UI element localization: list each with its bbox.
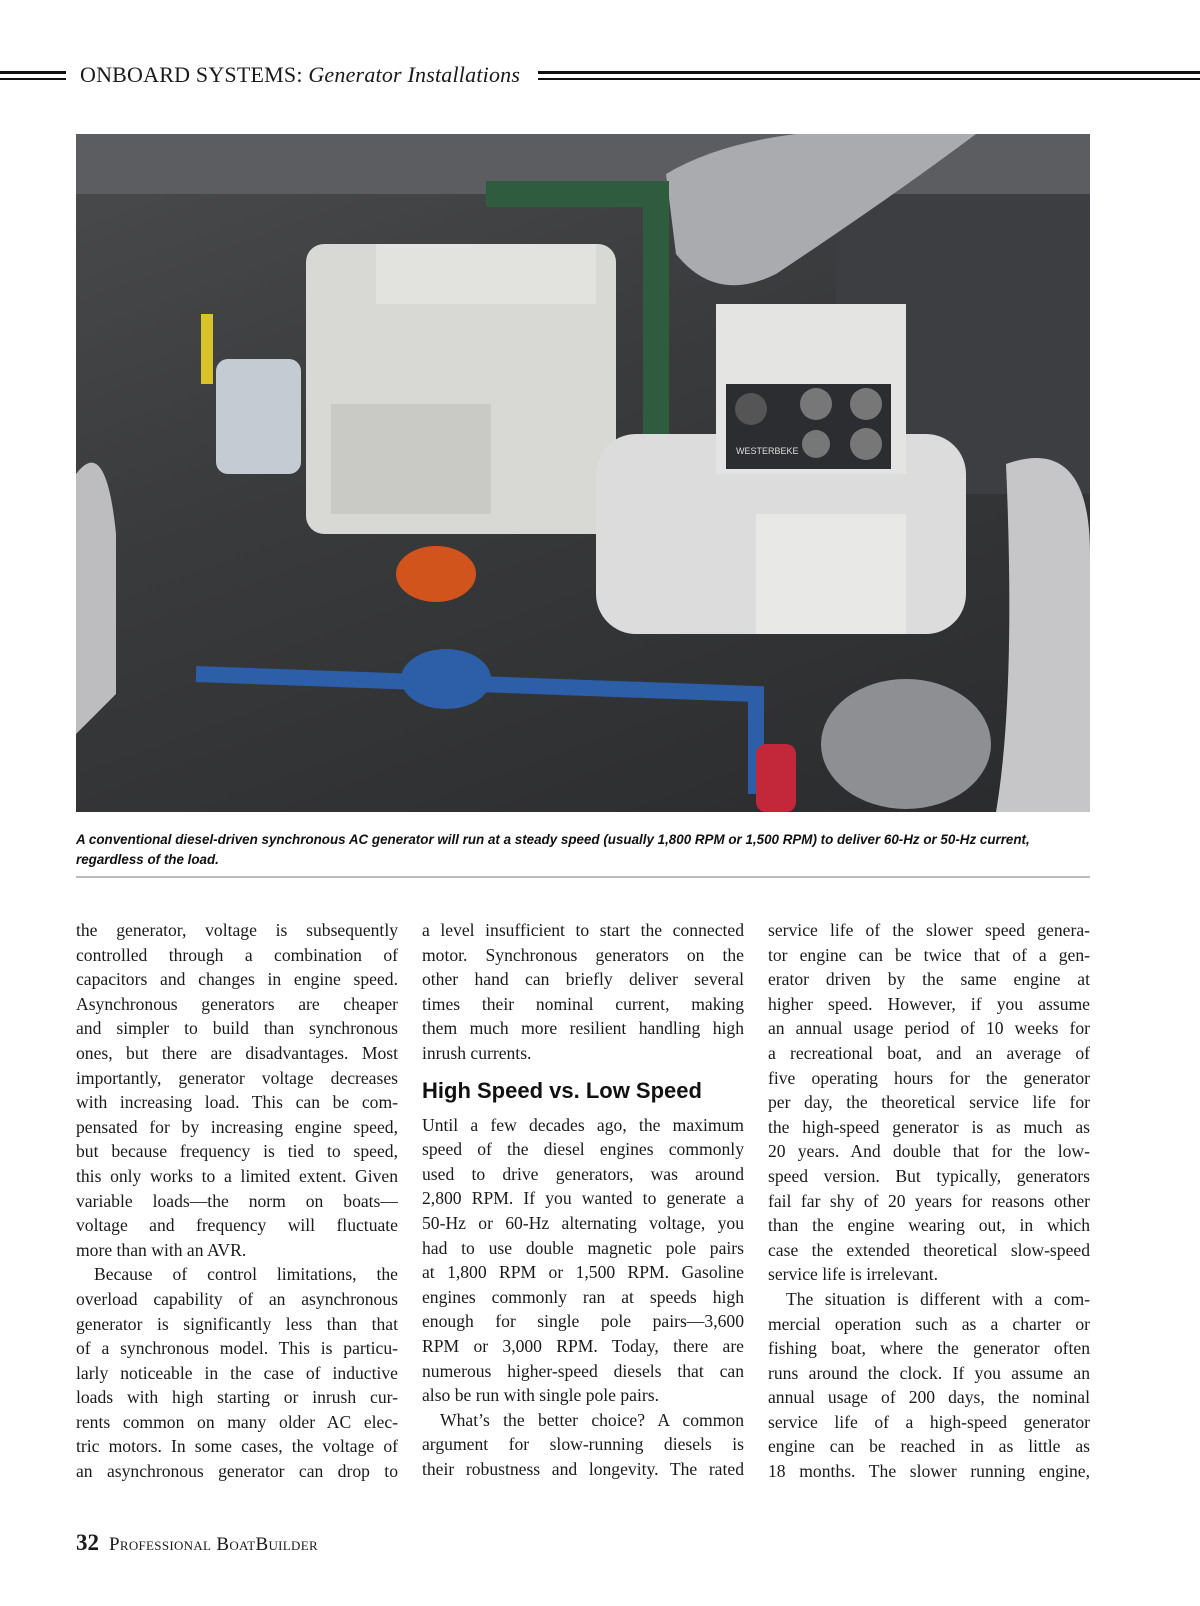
text-column-1 — [76, 918, 398, 1484]
text-line: with increasing load. This can be com- — [76, 1092, 398, 1113]
text-line: engine can be reached in as little as — [768, 1436, 1090, 1457]
text-line: numerous higher-speed diesels that can — [422, 1360, 744, 1381]
text-line: them much more resilient handling high — [422, 1018, 744, 1039]
text-line: engines commonly ran at speeds high — [422, 1286, 744, 1307]
text-line: Until a few decades ago, the maximum — [422, 1114, 744, 1135]
gauge-panel-label: WESTERBEKE — [736, 446, 799, 456]
text-line: tric motors. In some cases, the voltage of — [76, 1436, 398, 1457]
text-line: and simpler to build than synchronous — [76, 1018, 398, 1039]
text-line: speed version. But typically, generators — [768, 1165, 1090, 1186]
text-line: ones, but there are disadvantages. Most — [76, 1042, 398, 1063]
text-line: voltage and frequency will fluctuate — [76, 1215, 398, 1236]
text-line: higher speed. However, if you assume — [768, 993, 1090, 1014]
text-line: of a synchronous model. This is particu- — [76, 1338, 398, 1359]
section-name: ONBOARD SYSTEMS: — [80, 62, 303, 87]
page-number: 32 — [76, 1530, 99, 1555]
text-line: capacitors and changes in engine speed. — [76, 969, 398, 990]
text-line: rents common on many older AC elec- — [76, 1411, 398, 1432]
text-line: a recreational boat, and an average of — [768, 1042, 1090, 1063]
text-line: annual usage of 200 days, the nominal — [768, 1387, 1090, 1408]
text-line: What’s the better choice? A common — [440, 1409, 744, 1430]
section-heading: High Speed vs. Low Speed — [422, 1077, 702, 1103]
text-line: importantly, generator voltage decreases — [76, 1067, 398, 1088]
text-line: larly noticeable in the case of inductive — [76, 1362, 398, 1383]
text-line: Because of control limitations, the — [94, 1264, 398, 1285]
text-line: case the extended theoretical slow-speed — [768, 1239, 1090, 1260]
photo-caption: A conventional diesel-driven synchronous AC generator will run at a steady speed (usually 1,800 RPM or 1,500 RPM) to deliver 60-Hz or 50-Hz current, regardless of the load. — [76, 832, 1030, 867]
text-line: 2,800 RPM. If you wanted to generate a — [422, 1188, 744, 1209]
text-line: than the engine wearing out, in which — [768, 1215, 1090, 1236]
text-column-2 — [422, 918, 744, 1481]
text-line: more than with an AVR. — [76, 1239, 247, 1260]
text-line: speed of the diesel engines commonly — [422, 1139, 744, 1160]
text-line: service life of a high-speed generator — [768, 1411, 1090, 1432]
header-rule-left-thin — [0, 78, 66, 80]
text-line: Asynchronous generators are cheaper — [76, 993, 398, 1014]
text-line: overload capability of an asynchronous — [76, 1288, 398, 1309]
text-line: but because frequency is tied to speed, — [76, 1141, 398, 1162]
text-line: times their nominal current, making — [422, 993, 744, 1014]
text-line: their robustness and longevity. The rated — [422, 1458, 744, 1479]
text-line: this only works to a limited extent. Given — [76, 1165, 398, 1186]
text-line: also be run with single pole pairs. — [422, 1385, 659, 1406]
text-line: had to use double magnetic pole pairs — [422, 1237, 744, 1258]
text-line: 50-Hz or 60-Hz alternating voltage, you — [422, 1212, 744, 1233]
text-line: controlled through a combination of — [76, 944, 398, 965]
text-line: erator driven by the same engine at — [768, 969, 1090, 990]
generator-photo — [76, 134, 1090, 812]
running-head — [80, 62, 520, 88]
text-line: other hand can briefly deliver several — [422, 969, 744, 990]
text-line: an annual usage period of 10 weeks for — [768, 1018, 1090, 1039]
text-line: enough for single pole pairs—3,600 — [422, 1311, 744, 1332]
text-line: service life of the slower speed genera- — [768, 920, 1090, 940]
text-line: 20 years. And double that for the low- — [768, 1141, 1090, 1162]
header-rule-right — [538, 71, 1200, 74]
text-line: loads with high starting or inrush cur- — [76, 1387, 398, 1408]
text-line: the generator, voltage is subsequently — [76, 920, 398, 940]
text-line: per day, the theoretical service life for — [768, 1092, 1090, 1113]
text-line: 18 months. The slower running engine, — [768, 1461, 1090, 1482]
text-line: service life is irrelevant. — [768, 1264, 938, 1285]
text-line: runs around the clock. If you assume an — [768, 1362, 1090, 1383]
text-line: a level insufficient to start the connected — [422, 920, 744, 940]
text-line: fishing boat, where the generator often — [768, 1338, 1090, 1359]
caption-divider — [76, 876, 1090, 878]
header-rule-right-thin — [538, 78, 1200, 80]
page-footer — [76, 1530, 318, 1556]
text-line: variable loads—the norm on boats— — [76, 1190, 398, 1211]
generator-illustration — [76, 134, 1090, 812]
text-column-3 — [768, 918, 1090, 1484]
text-line: generator is significantly less than that — [76, 1313, 398, 1334]
text-line: the high-speed generator is as much as — [768, 1116, 1090, 1137]
text-line: pensated for by increasing engine speed, — [76, 1116, 398, 1137]
magazine-name: Professional BoatBuilder — [109, 1534, 318, 1555]
text-line: used to drive generators, was around — [422, 1163, 744, 1184]
text-line: The situation is different with a com- — [786, 1288, 1090, 1309]
article-topic: Generator Installations — [308, 62, 521, 87]
header-rule-left — [0, 71, 66, 74]
text-line: argument for slow-running diesels is — [422, 1434, 744, 1455]
text-line: five operating hours for the generator — [768, 1067, 1090, 1088]
text-line: RPM or 3,000 RPM. Today, there are — [422, 1335, 744, 1356]
text-line: an asynchronous generator can drop to — [76, 1461, 398, 1482]
text-line: fail far shy of 20 years for reasons other — [768, 1190, 1090, 1211]
text-line: inrush currents. — [422, 1042, 532, 1063]
text-line: motor. Synchronous generators on the — [422, 944, 744, 965]
text-line: mercial operation such as a charter or — [768, 1313, 1090, 1334]
text-line: at 1,800 RPM or 1,500 RPM. Gasoline — [422, 1262, 744, 1283]
text-line: tor engine can be twice that of a gen- — [768, 944, 1090, 965]
